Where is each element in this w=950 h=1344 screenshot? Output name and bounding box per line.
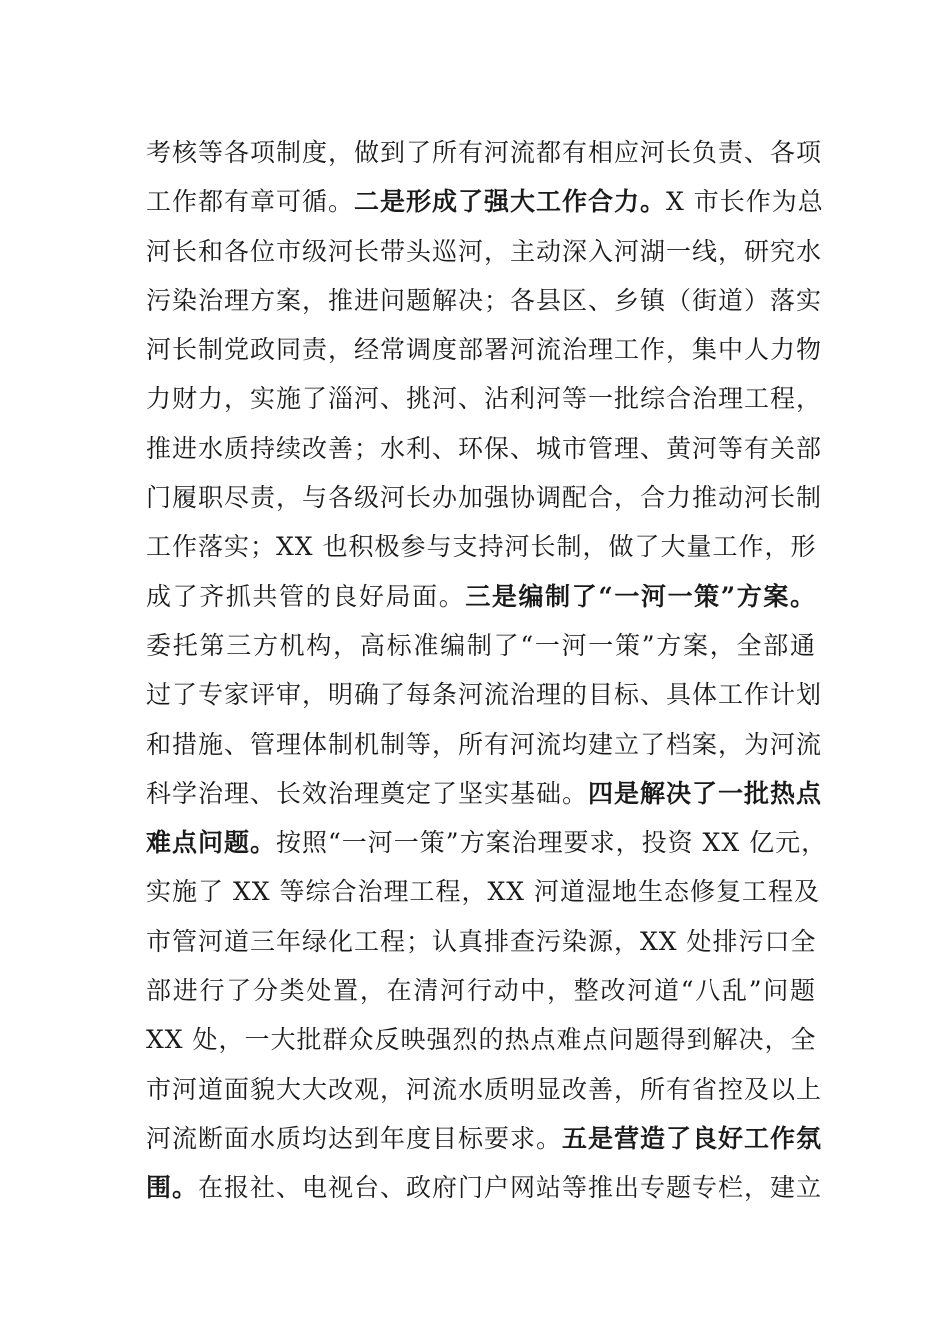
text-line	[146, 177, 824, 226]
body-text-segment: 河长和各位市级河长带头巡河，主动深入河湖一线，研究水	[146, 236, 823, 266]
text-line	[146, 621, 816, 670]
text-line	[146, 424, 823, 473]
body-text-segment: 河流断面水质均达到年度目标要求。	[146, 1123, 563, 1153]
text-line	[146, 374, 823, 423]
body-text-segment: 实施了 XX 等综合治理工程，XX 河道湿地生态修复工程及	[146, 877, 821, 907]
body-text-segment: 委托第三方机构，高标准编制了“一河一策”方案，全部通	[146, 630, 816, 660]
bold-heading-text: 难点问题。	[146, 828, 277, 858]
text-line	[146, 867, 821, 916]
body-text-segment: 成了齐抓共管的良好局面。	[146, 581, 466, 611]
body-text-segment: 部进行了分类处置，在清河行动中，整改河道“八乱”问题	[146, 976, 816, 1006]
text-line	[146, 818, 828, 867]
text-line	[146, 227, 823, 276]
text-line	[146, 1065, 823, 1114]
body-text-segment: X 市长作为总	[666, 187, 824, 217]
bold-heading-text: 围。	[146, 1173, 199, 1203]
text-line	[146, 128, 823, 177]
text-line	[146, 325, 823, 374]
text-line	[146, 670, 823, 719]
text-line	[146, 917, 816, 966]
text-line	[146, 966, 816, 1015]
body-text-segment: 市河道面貌大大改观，河流水质明显改善，所有省控及以上	[146, 1074, 823, 1104]
body-text-segment: 按照“一河一策”方案治理要求，投资 XX 亿元，	[276, 828, 828, 858]
text-line	[146, 572, 816, 621]
body-text-segment: 河长制党政同责，经常调度部署河流治理工作，集中人力物	[146, 335, 823, 365]
text-line	[146, 1163, 823, 1212]
text-line	[146, 769, 823, 818]
bold-heading-text: 二是形成了强大工作合力。	[354, 187, 667, 217]
text-line	[146, 720, 823, 769]
text-line	[146, 1015, 816, 1064]
body-text	[146, 128, 828, 1213]
text-line	[146, 1114, 823, 1163]
body-text-segment: XX 处，一大批群众反映强烈的热点难点问题得到解决，全	[146, 1025, 817, 1055]
bold-heading-text: 五是营造了良好工作氛	[562, 1123, 823, 1153]
body-text-segment: 和措施、管理体制机制等，所有河流均建立了档案，为河流	[146, 729, 823, 759]
body-text-segment: 工作落实；XX 也积极参与支持河长制，做了大量工作，形	[146, 532, 817, 562]
body-text-segment: 考核等各项制度，做到了所有河流都有相应河长负责、各项	[146, 138, 823, 167]
text-line	[146, 473, 823, 522]
body-text-segment: 过了专家评审，明确了每条河流治理的目标、具体工作计划	[146, 680, 823, 710]
text-line	[146, 522, 816, 571]
text-line	[146, 276, 823, 325]
body-text-segment: 力财力，实施了淄河、挑河、沾利河等一批综合治理工程，	[146, 384, 823, 414]
body-text-segment: 科学治理、长效治理奠定了坚实基础。	[146, 778, 589, 808]
body-text-segment: 推进水质持续改善；水利、环保、城市管理、黄河等有关部	[146, 433, 823, 463]
body-text-segment: 工作都有章可循。	[146, 187, 355, 217]
body-text-segment: 市管河道三年绿化工程；认真排查污染源，XX 处排污口全	[146, 926, 817, 956]
bold-heading-text: 四是解决了一批热点	[588, 778, 823, 808]
body-text-segment: 门履职尽责，与各级河长办加强协调配合，合力推动河长制	[146, 483, 823, 513]
body-text-segment: 在报社、电视台、政府门户网站等推出专题专栏，建立	[198, 1173, 823, 1203]
bold-heading-text: 三是编制了“一河一策”方案。	[465, 581, 816, 611]
body-text-segment: 污染治理方案，推进问题解决；各县区、乡镇（街道）落实	[146, 285, 823, 315]
